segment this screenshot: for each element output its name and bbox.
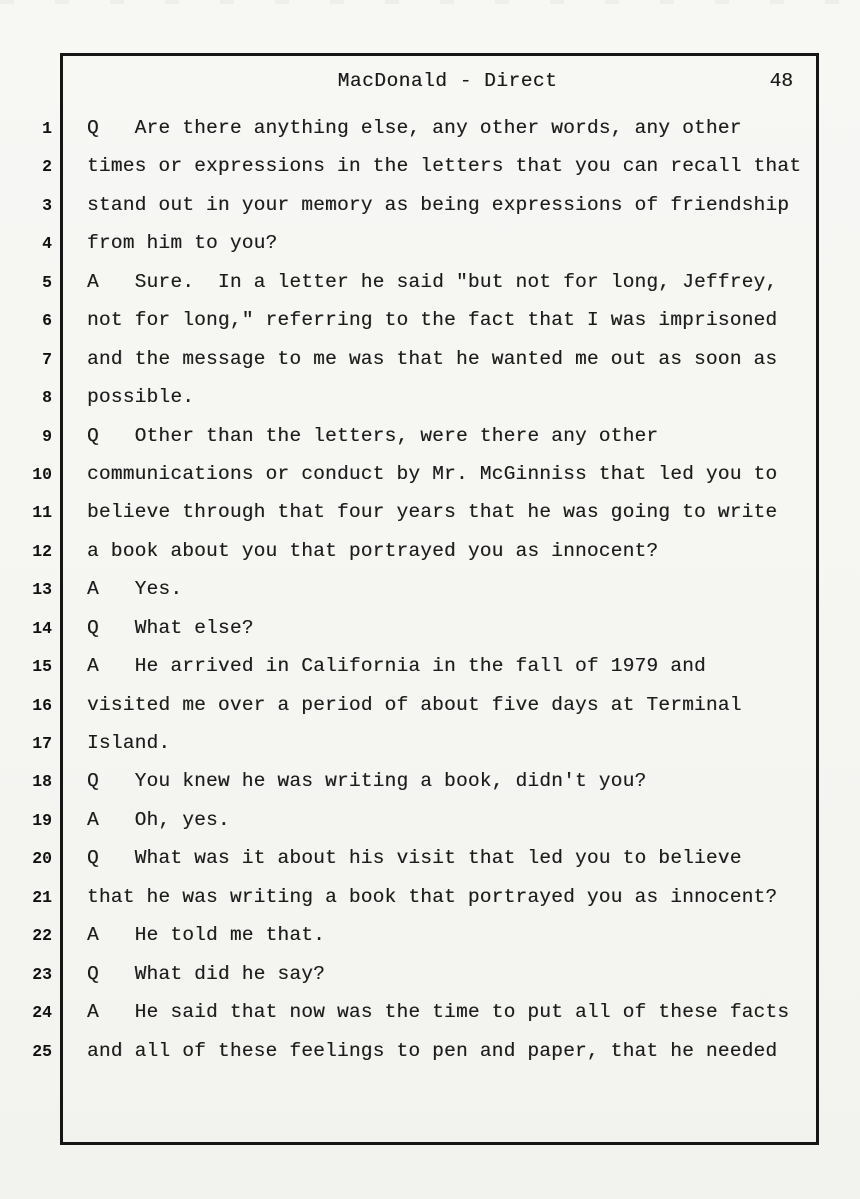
transcript-line [0, 686, 860, 724]
line-number: 9 [42, 426, 52, 446]
line-text: communications or conduct by Mr. McGinniss that led you to [87, 462, 778, 485]
line-number: 7 [42, 349, 52, 369]
transcript-line [0, 993, 860, 1031]
line-number: 25 [32, 1041, 52, 1061]
line-number: 16 [32, 695, 52, 715]
line-text: a book about you that portrayed you as innocent? [87, 539, 659, 562]
line-text: A Yes. [87, 578, 183, 601]
line-text: and the message to me was that he wanted me out as soon as [87, 347, 778, 370]
transcript-line [0, 532, 860, 570]
transcript-line [0, 762, 860, 800]
line-number: 8 [42, 388, 52, 408]
line-text: Q You knew he was writing a book, didn't you? [87, 770, 647, 793]
transcript-line [0, 455, 860, 493]
line-number: 17 [32, 734, 52, 753]
transcript-lines [0, 109, 860, 1070]
transcript-line [0, 263, 860, 301]
line-number: 13 [32, 580, 52, 600]
transcript-line [0, 417, 860, 455]
line-text: Q What was it about his visit that led you to believe [87, 847, 742, 870]
line-number: 4 [42, 234, 52, 254]
transcript-line [0, 109, 860, 147]
transcript-line [0, 1032, 860, 1070]
line-text: and all of these feelings to pen and paper, that he needed [87, 1039, 778, 1062]
transcript-line [0, 839, 860, 877]
line-text: believe through that four years that he was going to write [87, 501, 778, 524]
line-number: 20 [32, 849, 52, 869]
line-number: 15 [32, 657, 52, 677]
line-number: 24 [32, 1003, 52, 1023]
transcript-line [0, 493, 860, 531]
transcript-line [0, 609, 860, 647]
line-number: 6 [42, 311, 52, 331]
line-text: Q What else? [87, 616, 254, 639]
line-number: 18 [32, 772, 52, 792]
line-text: visited me over a period of about five days at Terminal [87, 693, 742, 716]
line-text: not for long," referring to the fact that I was imprisoned [87, 309, 778, 332]
line-text: that he was writing a book that portrayed you as innocent? [87, 885, 778, 908]
line-text: possible. [87, 386, 195, 409]
line-text: from him to you? [87, 232, 278, 255]
transcript-line [0, 916, 860, 954]
line-text: A He said that now was the time to put all of these facts [87, 1001, 790, 1024]
transcript-line [0, 340, 860, 378]
transcript-line [0, 878, 860, 916]
line-text: times or expressions in the letters that you can recall that [87, 155, 802, 178]
line-text: A He told me that. [87, 924, 326, 947]
page-header [60, 70, 819, 98]
scan-noise-artifact [0, 0, 860, 4]
line-text: A Oh, yes. [87, 808, 230, 831]
line-text: A Sure. In a letter he said "but not for long, Jeffrey, [87, 270, 778, 293]
header-title: MacDonald - Direct [337, 70, 558, 92]
line-text: A He arrived in California in the fall of 1979 and [87, 655, 706, 678]
transcript-line [0, 647, 860, 685]
line-number: 11 [32, 503, 52, 523]
line-number: 1 [42, 119, 52, 138]
line-number: 23 [32, 964, 52, 984]
line-text: Island. [87, 732, 171, 754]
transcript-line [0, 570, 860, 608]
line-number: 2 [42, 157, 52, 177]
line-number: 10 [32, 464, 52, 484]
transcript-line [0, 955, 860, 993]
page-number: 48 [769, 70, 793, 92]
transcript-line [0, 724, 860, 762]
line-number: 5 [42, 272, 52, 292]
line-text: Q Are there anything else, any other words, any other [87, 117, 742, 139]
line-number: 19 [32, 810, 52, 830]
transcript-line [0, 301, 860, 339]
line-text: Q What did he say? [87, 962, 326, 985]
line-number: 14 [32, 618, 52, 638]
line-number: 22 [32, 926, 52, 946]
line-number: 21 [32, 887, 52, 907]
transcript-line [0, 186, 860, 224]
line-text: stand out in your memory as being expressions of friendship [87, 193, 790, 216]
transcript-line [0, 801, 860, 839]
transcript-line [0, 224, 860, 262]
line-number: 3 [42, 195, 52, 215]
transcript-line [0, 378, 860, 416]
line-number: 12 [32, 541, 52, 561]
line-text: Q Other than the letters, were there any other [87, 424, 659, 447]
transcript-line [0, 147, 860, 185]
